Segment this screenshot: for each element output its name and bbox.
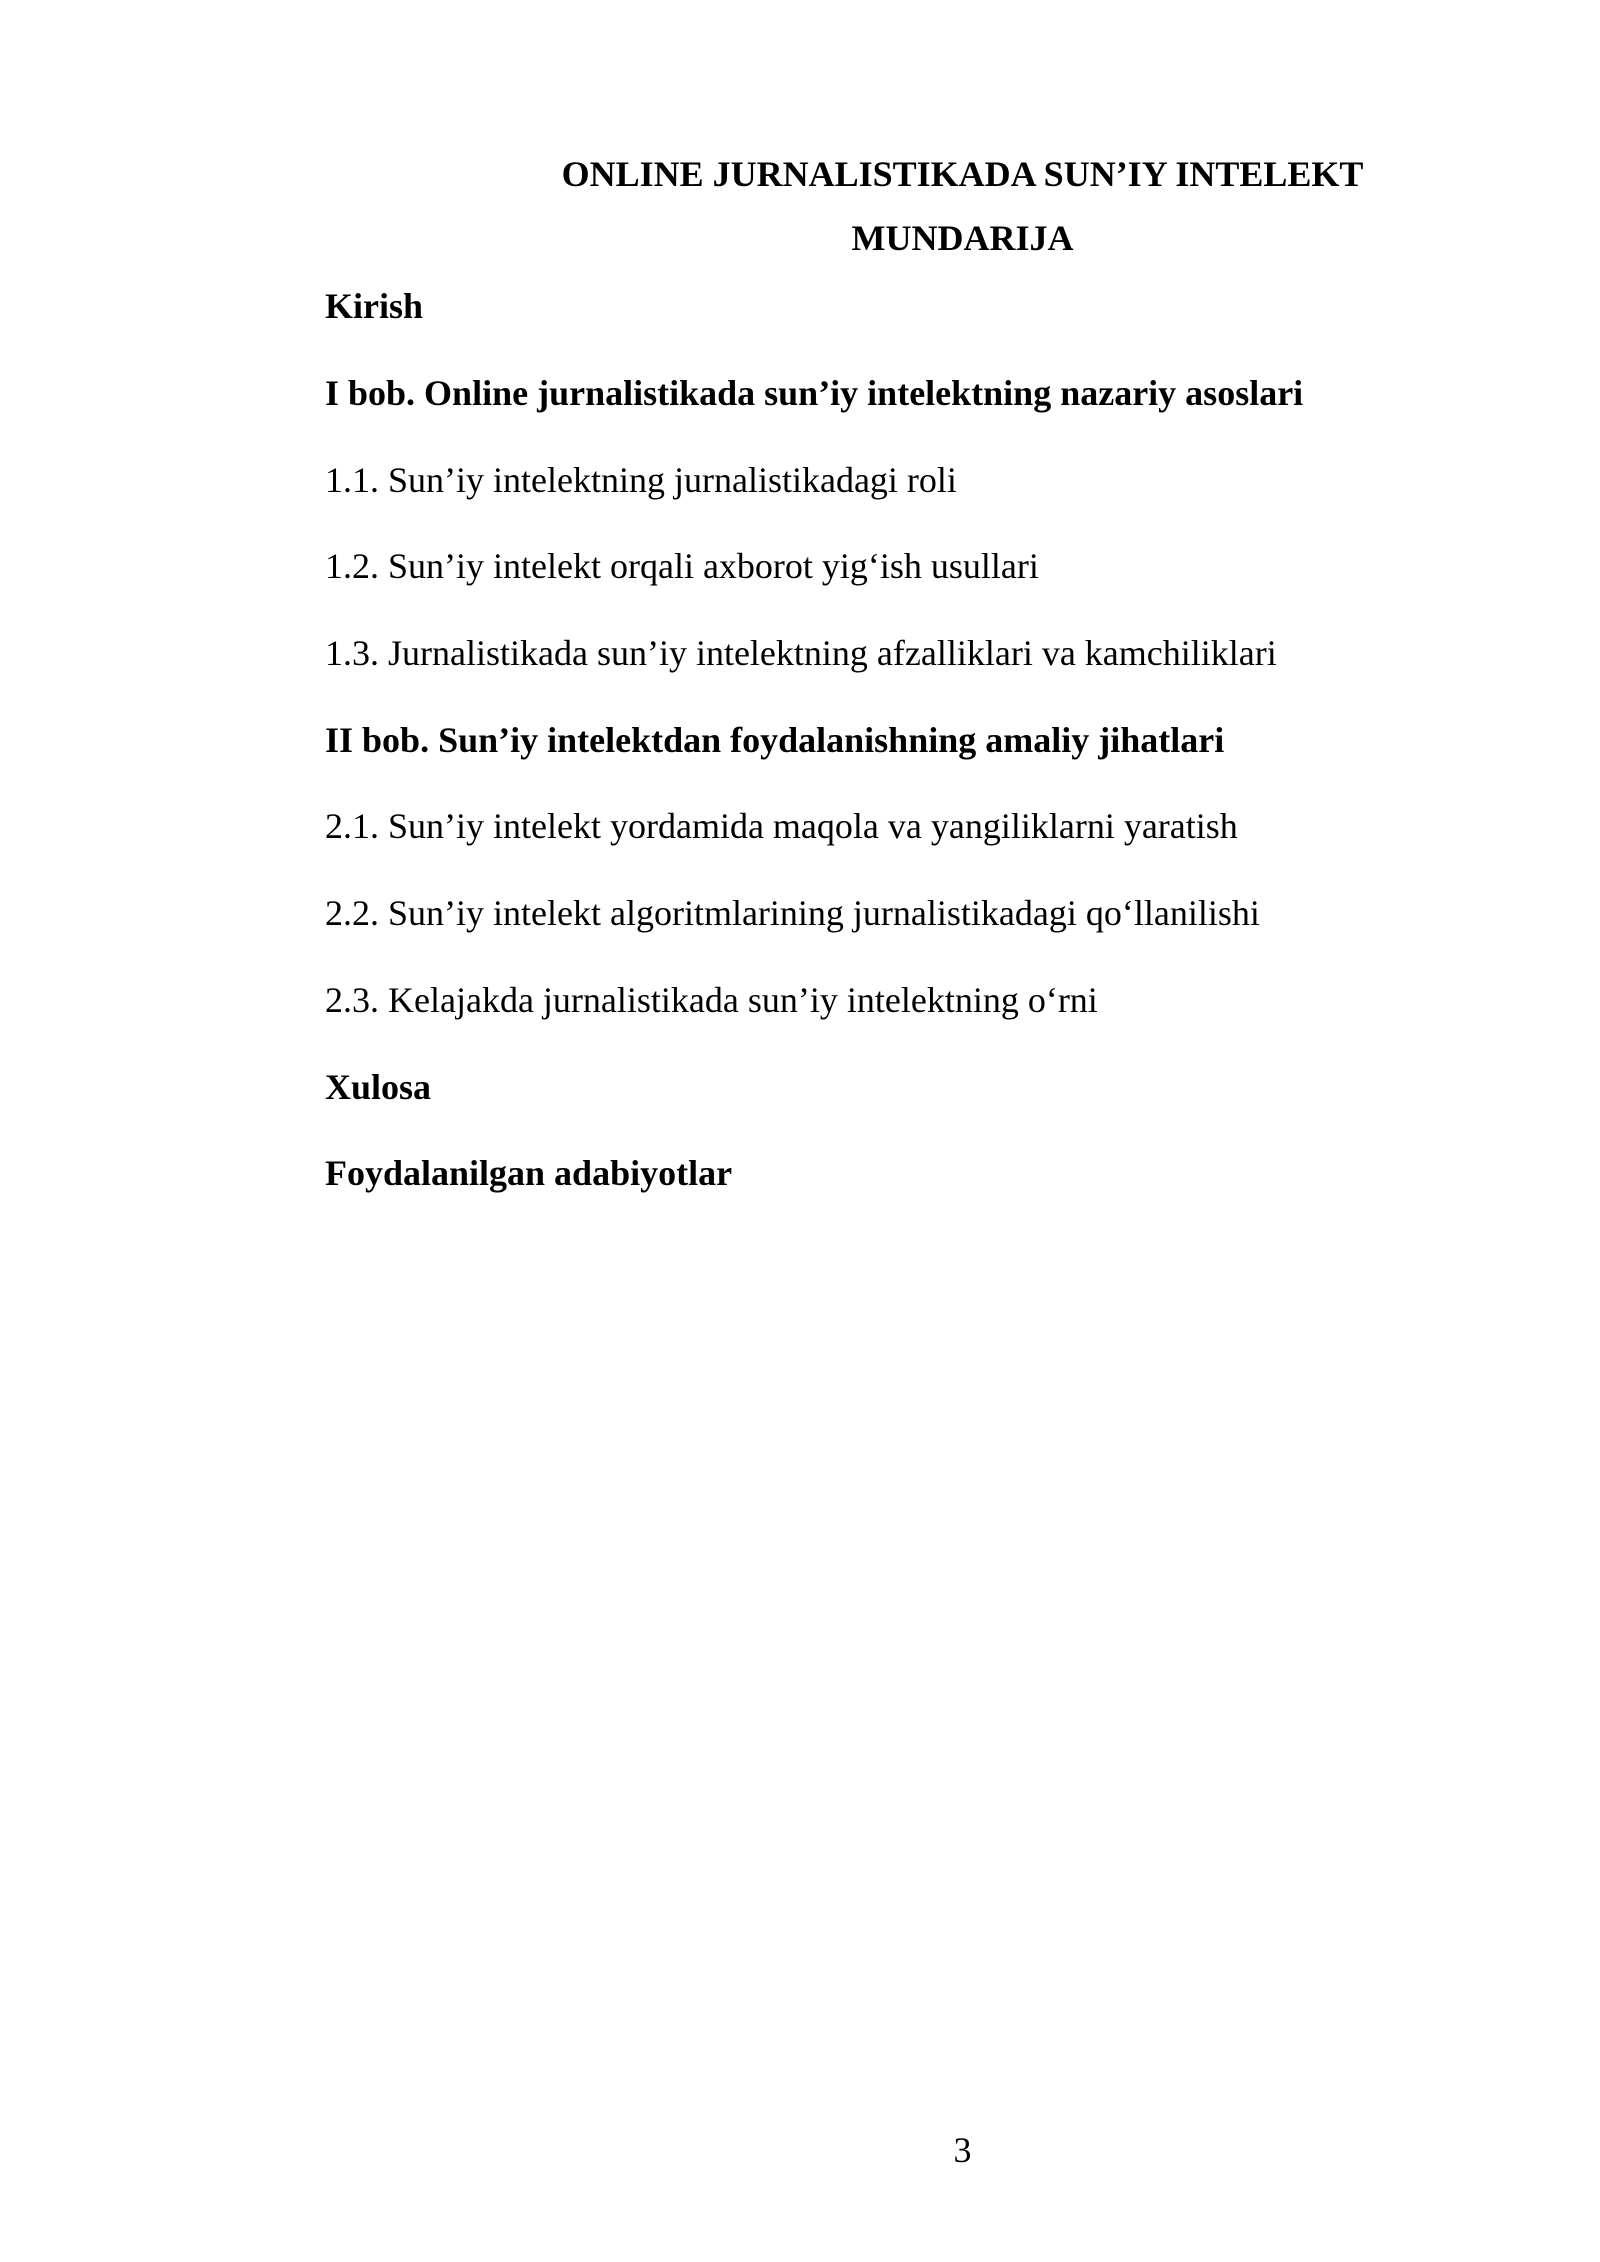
document-title: ONLINE JURNALISTIKADA SUN’IY INTELEKT [561, 154, 1364, 194]
table-of-contents-heading: MUNDARIJA [851, 218, 1074, 258]
toc-item-section-1-3: 1.3. Jurnalistikada sun’iy intelektning afzalliklari va kamchiliklari [325, 633, 1277, 674]
toc-item-references: Foydalanilgan adabiyotlar [325, 1153, 733, 1194]
toc-item-section-2-2: 2.2. Sun’iy intelekt algoritmlarining jurnalistikadagi qo‘llanilishi [325, 893, 1260, 934]
toc-item-section-1-1: 1.1. Sun’iy intelektning jurnalistikadagi roli [325, 459, 957, 500]
table-of-contents [325, 283, 1385, 1237]
toc-item-conclusion: Xulosa [325, 1066, 432, 1107]
toc-item-chapter-1: I bob. Online jurnalistikada sun’iy intelektning nazariy asoslari [325, 373, 1304, 413]
toc-item-introduction: Kirish [325, 286, 424, 326]
toc-item-section-2-3: 2.3. Kelajakda jurnalistikada sun’iy intelektning o‘rni [325, 979, 1098, 1020]
toc-item-chapter-2: II bob. Sun’iy intelektdan foydalanishning amaliy jihatlari [325, 719, 1225, 760]
toc-item-section-1-2: 1.2. Sun’iy intelekt orqali axborot yig‘ish usullari [325, 546, 1039, 587]
toc-item-section-2-1: 2.1. Sun’iy intelekt yordamida maqola va yangiliklarni yaratish [325, 806, 1238, 847]
page-number: 3 [953, 2130, 972, 2170]
